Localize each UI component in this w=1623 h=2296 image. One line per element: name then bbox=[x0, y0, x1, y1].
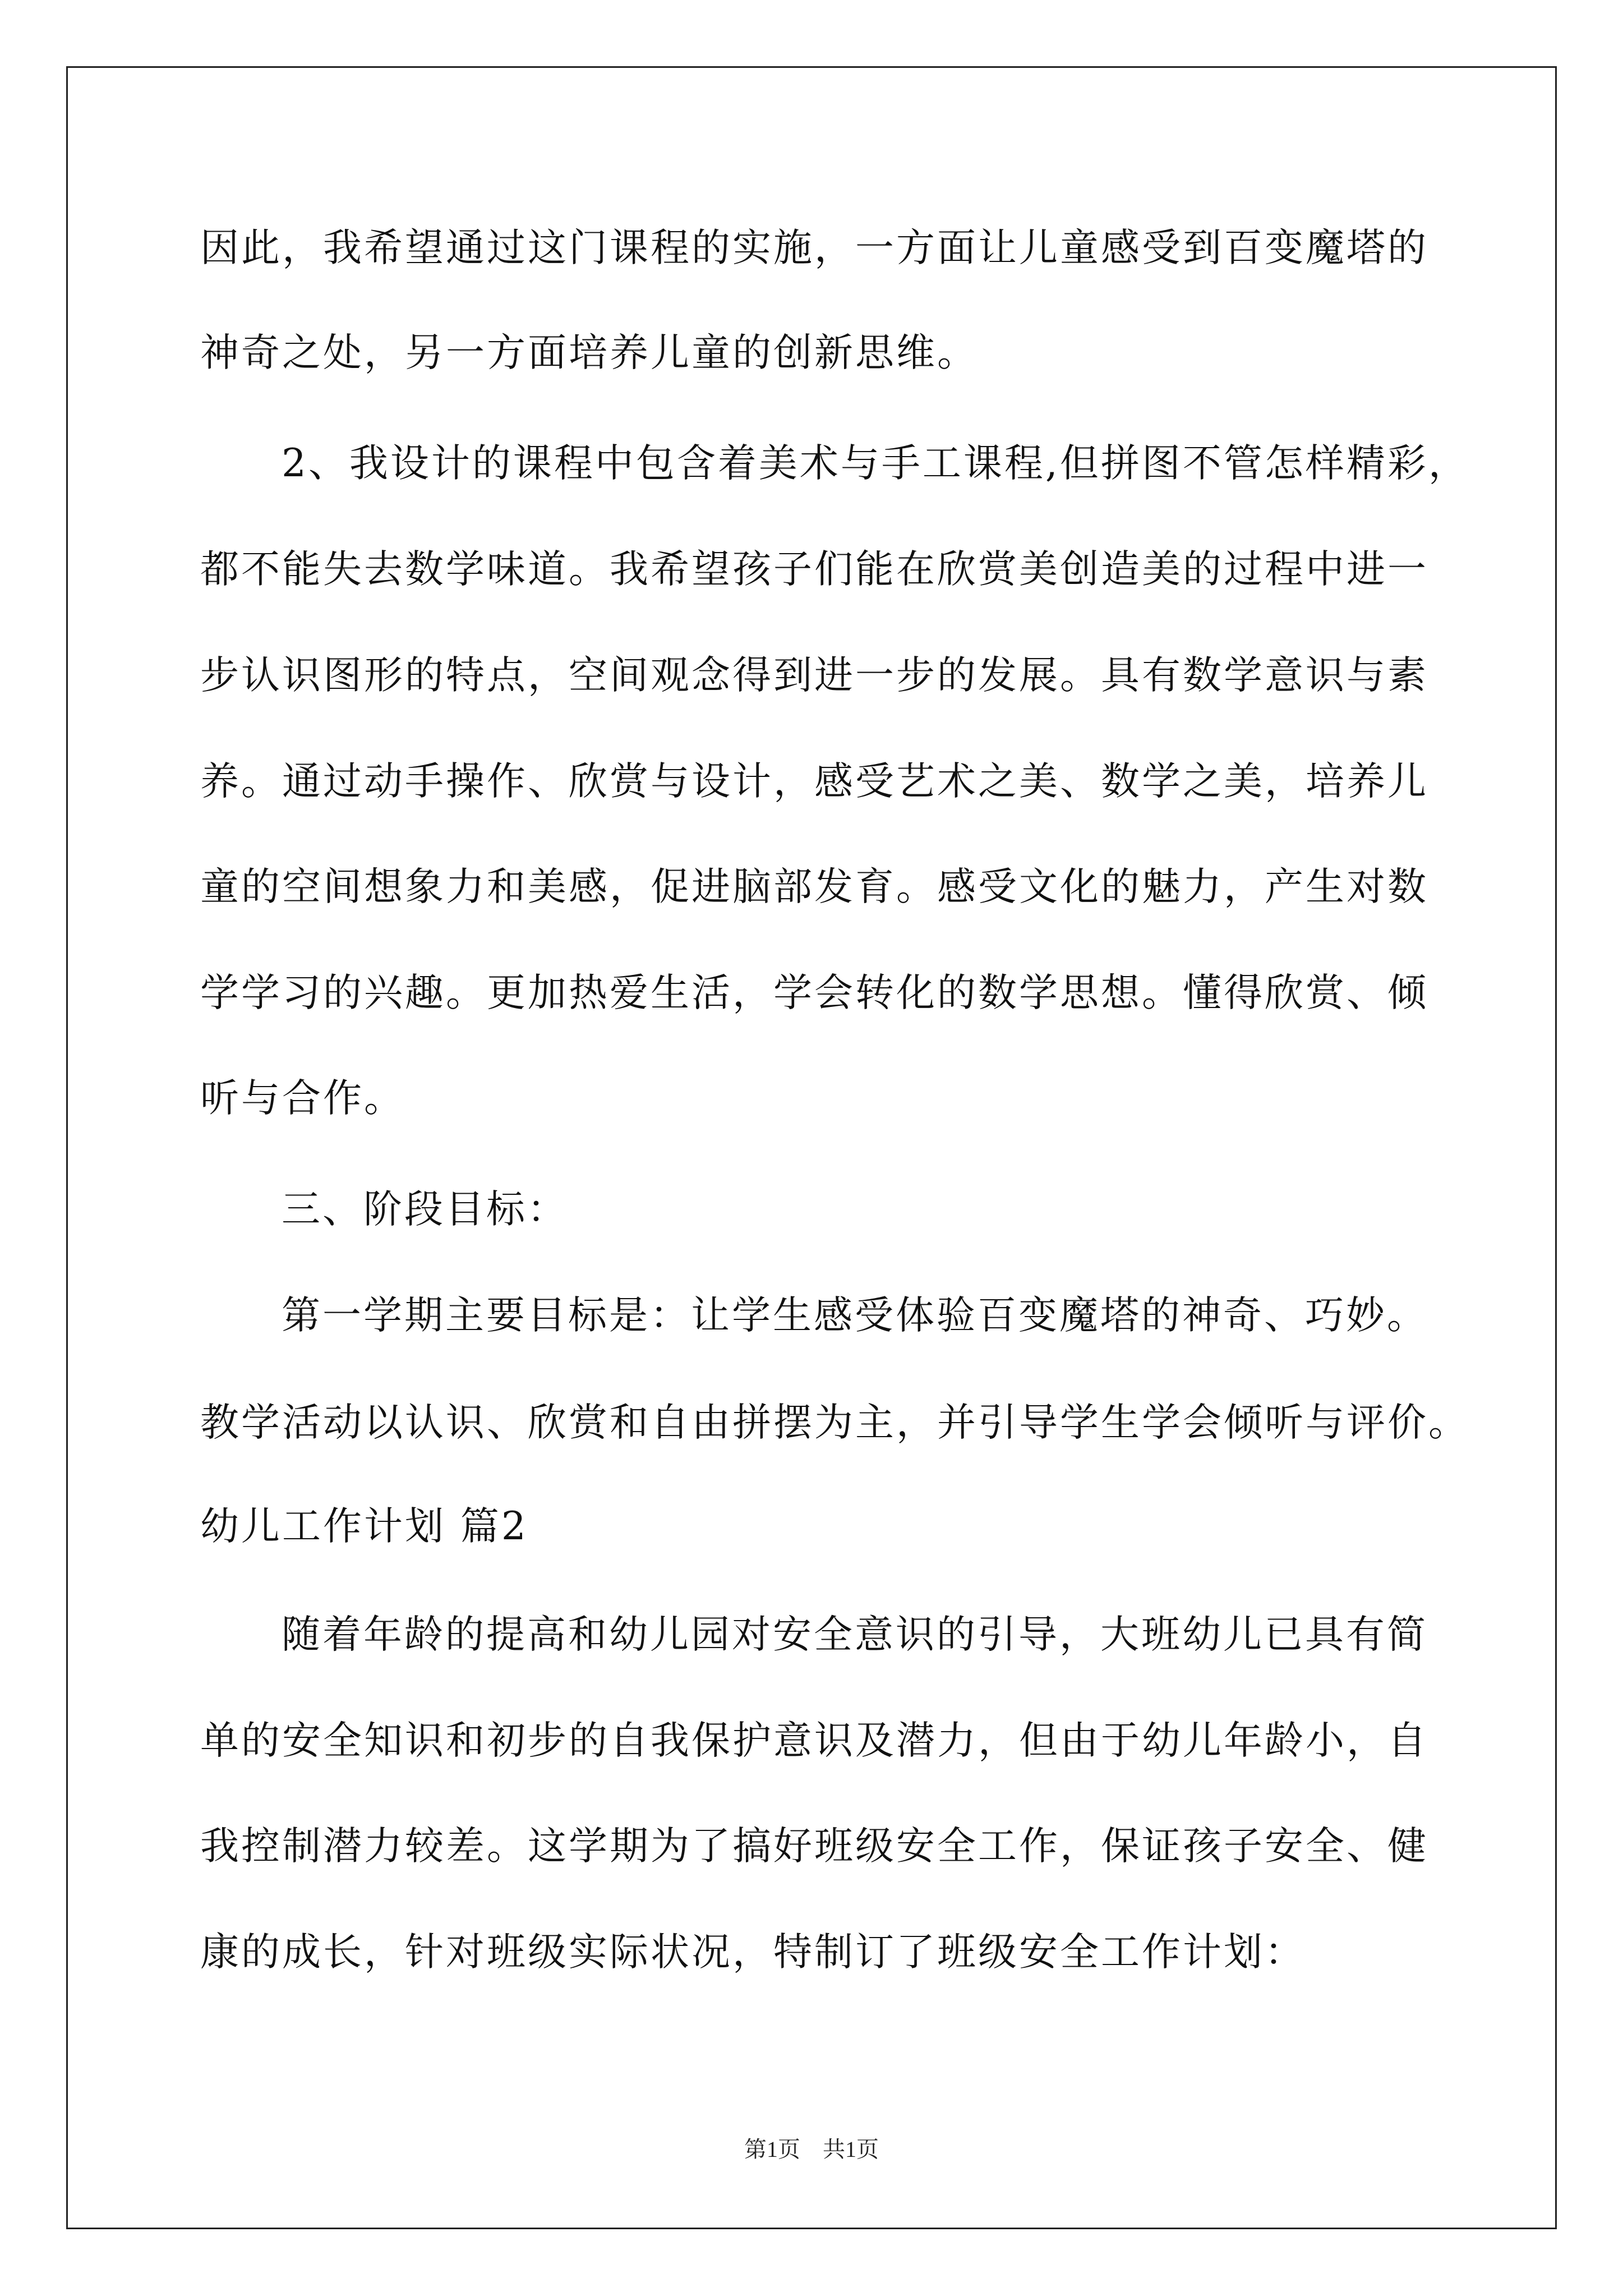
page-number-footer: 第1页 共1页 bbox=[744, 2137, 879, 2162]
body-text-line: 第一学期主要目标是：让学生感受体验百变魔塔的神奇、巧妙。 bbox=[282, 1293, 1428, 1338]
body-text-line: 神奇之处，另一方面培养儿童的创新思维。 bbox=[200, 330, 978, 375]
body-text-line: 我控制潜力较差。这学期为了搞好班级安全工作，保证孩子安全、健 bbox=[200, 1824, 1428, 1869]
body-text-line: 2、我设计的课程中包含着美术与手工课程,但拼图不管怎样精彩， bbox=[282, 441, 1469, 486]
body-text-line: 因此，我希望通过这门课程的实施，一方面让儿童感受到百变魔塔的 bbox=[200, 226, 1428, 270]
body-text-line: 随着年龄的提高和幼儿园对安全意识的引导，大班幼儿已具有简 bbox=[282, 1612, 1428, 1657]
body-text-line: 都不能失去数学味道。我希望孩子们能在欣赏美创造美的过程中进一 bbox=[200, 547, 1428, 592]
body-text-line: 教学活动以认识、欣赏和自由拼摆为主，并引导学生学会倾听与评价。 bbox=[200, 1400, 1469, 1445]
page-border bbox=[66, 66, 1557, 2229]
article-title: 幼儿工作计划 篇2 bbox=[200, 1504, 528, 1549]
body-text-line: 听与合作。 bbox=[200, 1076, 405, 1121]
body-text-line: 养。通过动手操作、欣赏与设计，感受艺术之美、数学之美，培养儿 bbox=[200, 759, 1428, 804]
body-text-line: 康的成长，针对班级实际状况，特制订了班级安全工作计划： bbox=[200, 1930, 1306, 1975]
body-text-line: 学学习的兴趣。更加热爱生活，学会转化的数学思想。懂得欣赏、倾 bbox=[200, 970, 1428, 1015]
body-text-line: 单的安全知识和初步的自我保护意识及潜力，但由于幼儿年龄小，自 bbox=[200, 1718, 1428, 1763]
section-heading: 三、阶段目标： bbox=[282, 1187, 568, 1232]
body-text-line: 步认识图形的特点，空间观念得到进一步的发展。具有数学意识与素 bbox=[200, 653, 1428, 698]
body-text-line: 童的空间想象力和美感，促进脑部发育。感受文化的魅力，产生对数 bbox=[200, 864, 1428, 909]
